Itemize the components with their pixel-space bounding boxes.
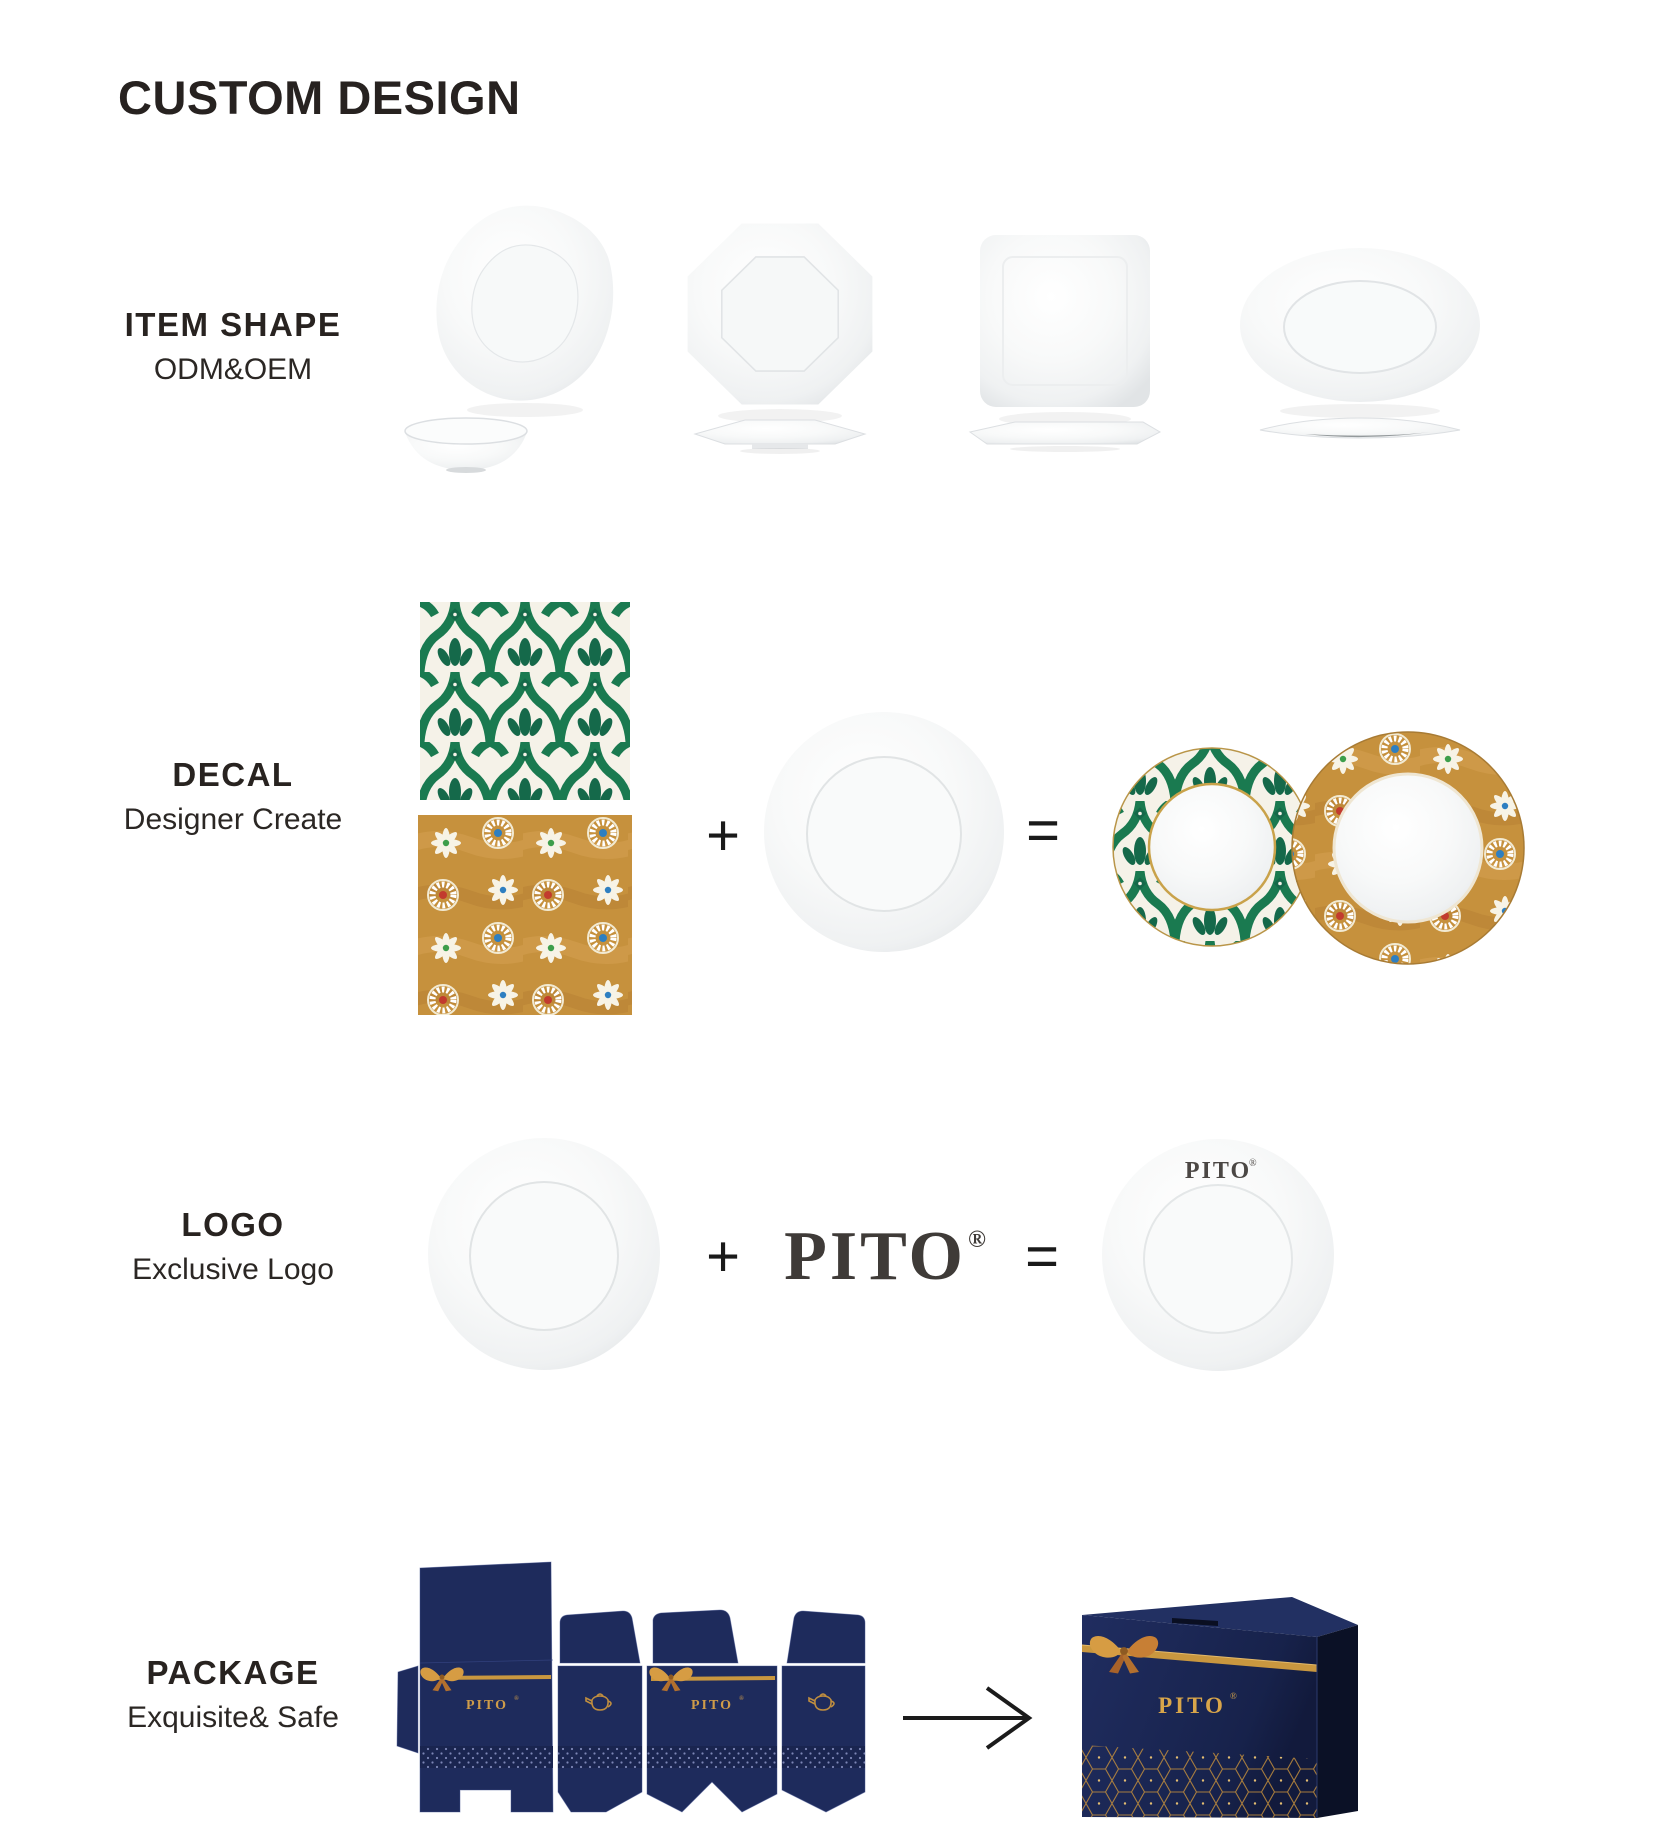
diecut-left-flap	[397, 1666, 418, 1753]
item-shape-label: ITEM SHAPE	[124, 306, 342, 343]
oval-plate-side-view-icon	[1260, 418, 1460, 438]
package-label: PACKAGE	[146, 1654, 320, 1691]
green-arabesque-decal-swatch	[420, 602, 630, 800]
plate-brand-text: PITO	[1184, 1158, 1252, 1184]
octagon-plate-icon	[688, 223, 873, 422]
diecut-flap-4	[787, 1611, 865, 1663]
box-side-face	[1317, 1625, 1358, 1818]
organic-round-plate-icon	[436, 206, 613, 417]
package-sublabel: Exquisite& Safe	[127, 1701, 339, 1734]
decal-equals-operator: =	[1026, 798, 1060, 863]
decal-label-block	[88, 756, 378, 837]
item-shape-label-block	[88, 306, 378, 387]
decal-sublabel: Designer Create	[123, 803, 343, 836]
octagon-plate-side-view-icon	[695, 420, 865, 454]
diecut-dotted-band	[420, 1746, 865, 1768]
pito-logo-text: PITO	[784, 1218, 966, 1295]
green-rim-plate-icon	[1113, 748, 1311, 946]
package-diecut-unfolded	[390, 1540, 870, 1833]
decal-plus-operator: +	[706, 803, 740, 868]
oval-plate-icon	[1240, 248, 1480, 418]
package-assembled-box	[1060, 1585, 1370, 1830]
arrow-right-icon	[895, 1680, 1045, 1754]
gold-rim-plate-icon	[1292, 732, 1524, 964]
diecut-flap-3	[653, 1610, 738, 1663]
box-brand-text: PITO	[1158, 1693, 1226, 1718]
diecut-brand-registered: ®	[739, 1695, 744, 1702]
logo-sublabel: Exclusive Logo	[132, 1253, 334, 1286]
square-plate-icon	[980, 235, 1150, 426]
decal-label: DECAL	[172, 756, 294, 793]
package-label-block	[88, 1654, 378, 1735]
bowl-side-view-icon	[405, 418, 527, 473]
gold-floral-decal-swatch	[418, 815, 632, 1015]
logo-result-plate	[1099, 1136, 1337, 1374]
logo-label-block	[88, 1206, 378, 1287]
diecut-panel-side-1	[558, 1666, 642, 1812]
diecut-panel-side-2	[782, 1666, 865, 1812]
square-plate-side-view-icon	[970, 422, 1160, 452]
diecut-brand-text: PITO	[466, 1698, 508, 1713]
diecut-flap-2	[560, 1611, 640, 1663]
blank-plate-decal	[761, 709, 1007, 955]
logo-label: LOGO	[181, 1206, 285, 1243]
pito-logo-wordmark	[784, 1217, 986, 1297]
logo-equals-operator: =	[1025, 1224, 1059, 1289]
box-brand-registered: ®	[1230, 1691, 1237, 1701]
pito-logo-registered-mark: ®	[967, 1227, 986, 1253]
item-shape-plates	[380, 172, 1480, 484]
logo-plus-operator: +	[706, 1224, 740, 1289]
page-title: CUSTOM DESIGN	[118, 71, 521, 124]
item-shape-sublabel: ODM&OEM	[153, 353, 313, 386]
diecut-brand-registered: ®	[514, 1695, 519, 1702]
decal-result-plates	[1105, 731, 1535, 966]
plate-brand-registered: ®	[1249, 1158, 1257, 1169]
blank-plate-logo	[425, 1135, 663, 1373]
diecut-brand-text: PITO	[691, 1698, 733, 1713]
